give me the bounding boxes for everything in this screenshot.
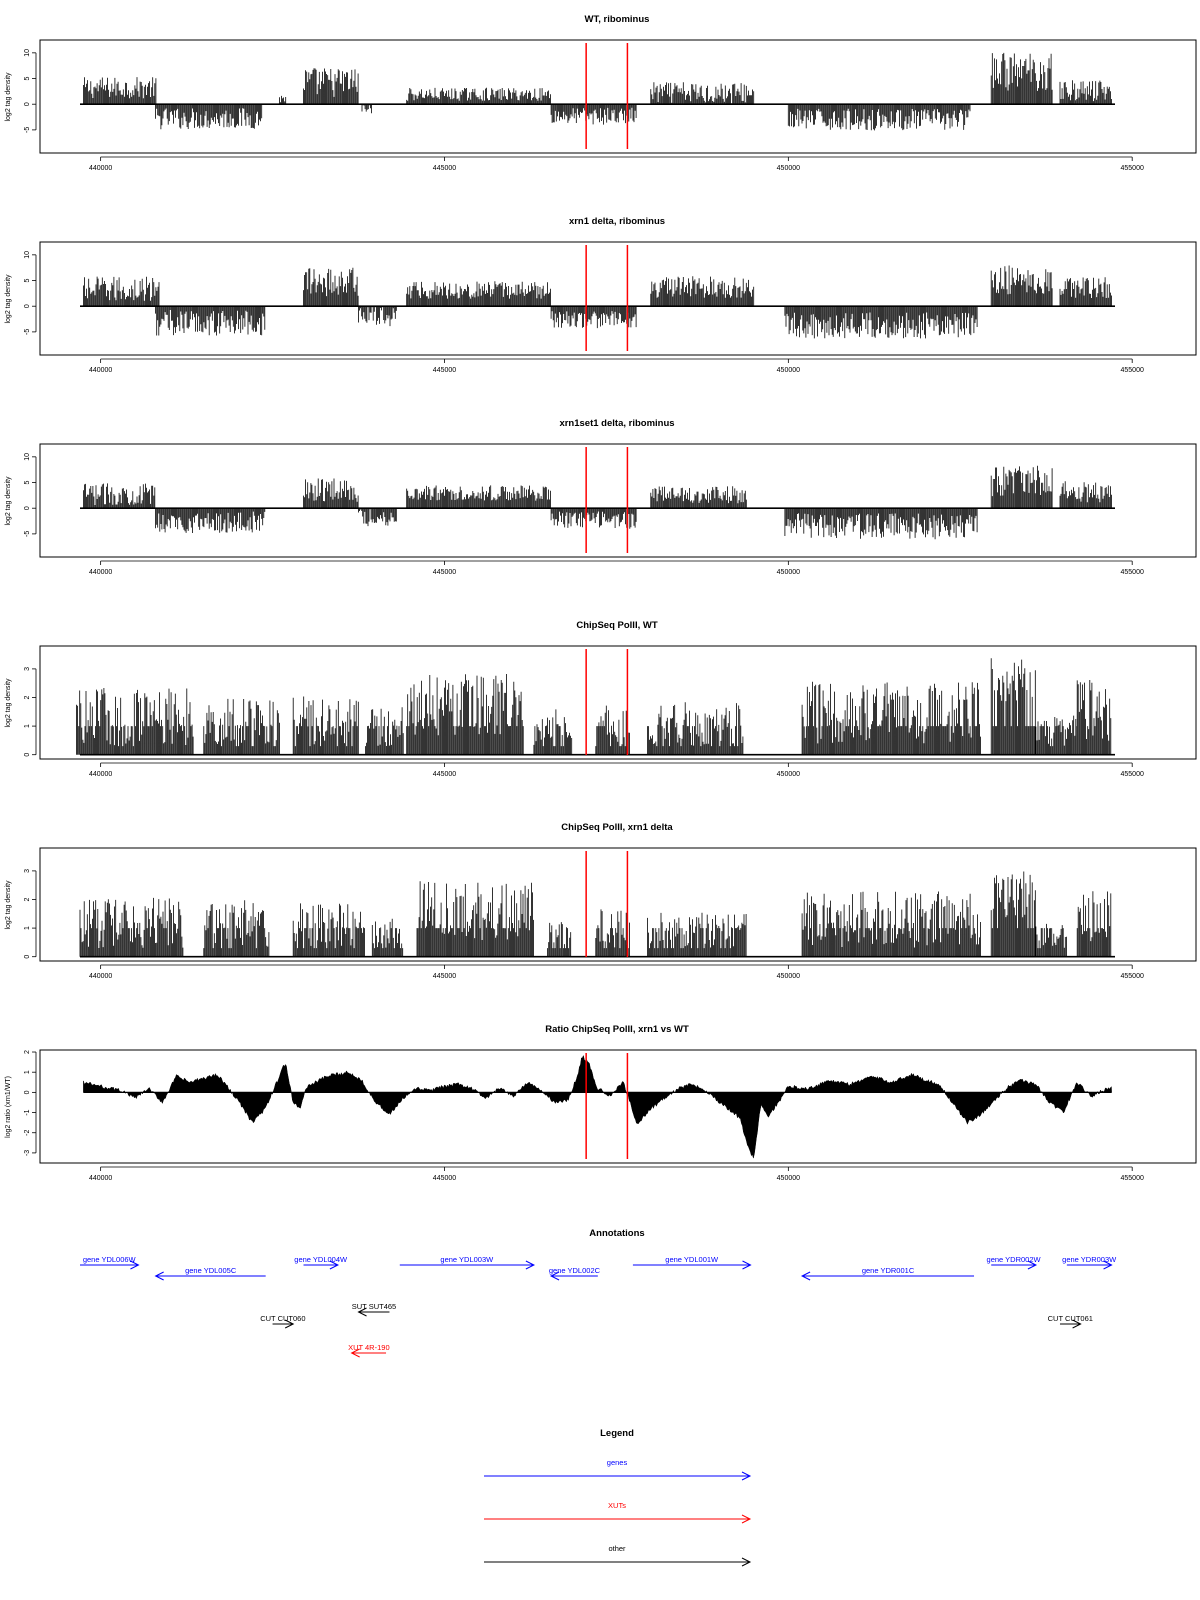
y-tick-label: 5 [24, 76, 31, 81]
panel-title: ChipSeq PolII, WT [576, 620, 658, 631]
x-tick-label: 445000 [432, 973, 457, 980]
x-tick-label: 455000 [1120, 165, 1144, 172]
y-tick-label: 0 [24, 102, 31, 107]
y-tick-label: -5 [24, 126, 31, 134]
x-tick-label: 440000 [88, 1175, 113, 1182]
y-tick-label: 1 [24, 724, 31, 729]
y-tick-label: 3 [24, 666, 31, 671]
x-tick-label: 450000 [776, 973, 801, 980]
x-tick-label: 445000 [432, 569, 457, 576]
x-tick-label: 455000 [1120, 1175, 1144, 1182]
y-axis-label: log2 tag density [5, 476, 12, 526]
panel-title: WT, ribominus [584, 14, 650, 25]
x-tick-label: 445000 [432, 1175, 457, 1182]
y-tick-label: 3 [24, 868, 31, 873]
annotation-label: gene YDR003W [1062, 1255, 1117, 1264]
y-tick-label: -3 [24, 1149, 31, 1157]
annotation-label: gene YDR002W [986, 1255, 1041, 1264]
annotation-label: gene YDL006W [82, 1255, 136, 1264]
y-tick-label: 5 [24, 278, 31, 283]
x-tick-label: 450000 [776, 367, 801, 374]
panel-title: Ratio ChipSeq PolII, xrn1 vs WT [545, 1024, 689, 1035]
x-tick-label: 455000 [1120, 771, 1144, 778]
y-tick-label: -5 [24, 328, 31, 336]
y-tick-label: 1 [24, 926, 31, 931]
y-tick-label: 10 [24, 452, 31, 461]
x-tick-label: 440000 [88, 569, 113, 576]
y-tick-label: 0 [24, 1090, 31, 1095]
y-tick-label: 1 [24, 1070, 31, 1075]
panel-title: ChipSeq PolII, xrn1 delta [561, 822, 673, 833]
y-tick-label: 0 [24, 304, 31, 309]
annotation-label: SUT SUT465 [351, 1302, 397, 1311]
annotation-label: CUT CUT060 [260, 1314, 306, 1323]
x-tick-label: 445000 [432, 367, 457, 374]
annotation-label: gene YDL001W [665, 1255, 719, 1264]
x-tick-label: 455000 [1120, 973, 1144, 980]
y-tick-label: 0 [24, 954, 31, 959]
y-tick-label: -5 [24, 530, 31, 538]
x-tick-label: 440000 [88, 973, 113, 980]
y-tick-label: 5 [24, 480, 31, 485]
x-tick-label: 455000 [1120, 367, 1144, 374]
y-tick-label: 2 [24, 1050, 31, 1054]
y-tick-label: 2 [24, 897, 31, 902]
y-tick-label: 0 [24, 506, 31, 511]
legend-label: genes [606, 1458, 628, 1467]
annotation-label: gene YDL004W [294, 1255, 348, 1264]
x-tick-label: 450000 [776, 569, 801, 576]
annotation-label: gene YDL003W [440, 1255, 494, 1264]
y-tick-label: -1 [24, 1109, 31, 1116]
x-tick-label: 440000 [88, 367, 113, 374]
x-tick-label: 450000 [776, 771, 801, 778]
annotation-label: gene YDL005C [185, 1266, 237, 1275]
y-axis-label: log2 tag density [5, 274, 12, 324]
y-tick-label: 10 [24, 48, 31, 57]
y-tick-label: 2 [24, 695, 31, 700]
y-tick-label: -2 [24, 1129, 31, 1136]
y-tick-label: 0 [24, 752, 31, 757]
panel-title: xrn1 delta, ribominus [568, 216, 666, 227]
y-axis-label: log2 ratio (xrn1/WT) [5, 1076, 12, 1138]
y-axis-label: log2 tag density [5, 880, 12, 930]
x-tick-label: 440000 [88, 165, 113, 172]
annotations-title: Annotations [589, 1228, 645, 1239]
legend-label: other [608, 1544, 626, 1553]
annotation-label: gene YDR001C [861, 1266, 915, 1275]
annotation-label: XUT 4R-190 [348, 1343, 390, 1352]
annotation-label: gene YDL002C [548, 1266, 601, 1275]
x-tick-label: 450000 [776, 1175, 801, 1182]
x-tick-label: 440000 [88, 771, 113, 778]
x-tick-label: 445000 [432, 165, 457, 172]
x-tick-label: 455000 [1120, 569, 1144, 576]
legend-title: Legend [600, 1428, 634, 1439]
legend-label: XUTs [608, 1501, 626, 1510]
panel-title: xrn1set1 delta, ribominus [559, 418, 675, 429]
annotation-label: CUT CUT061 [1047, 1314, 1093, 1323]
y-axis-label: log2 tag density [5, 72, 12, 122]
x-tick-label: 450000 [776, 165, 801, 172]
y-tick-label: 10 [24, 250, 31, 259]
y-axis-label: log2 tag density [5, 678, 12, 728]
x-tick-label: 445000 [432, 771, 457, 778]
